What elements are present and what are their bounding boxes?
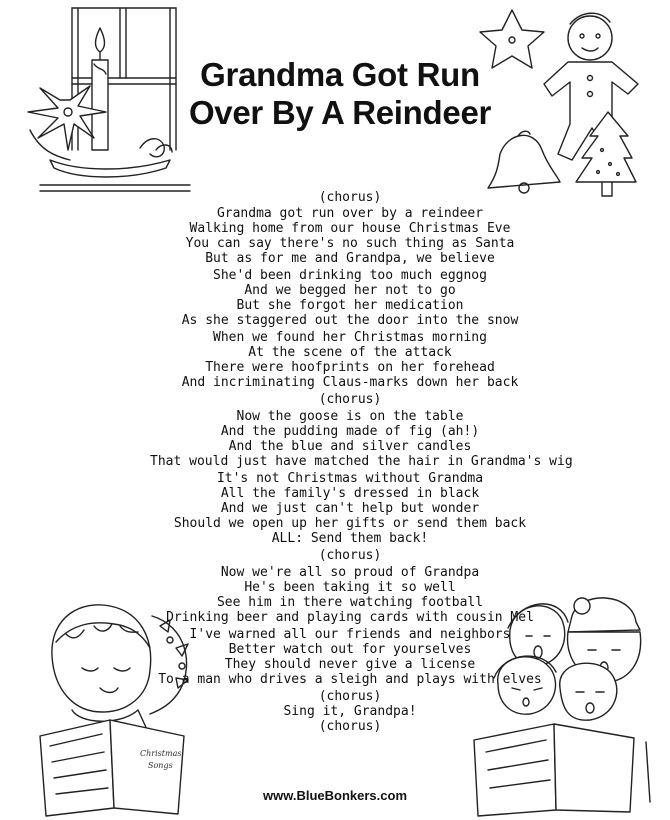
lyric-line: All the family's dressed in black [220,486,480,501]
lyric-line: Should we open up her gifts or send them back [173,516,527,531]
lyric-line: She'd been drinking too much eggnog [213,268,487,283]
gingerbread-man-icon [544,13,638,160]
lyric-line: See him in there watching football [216,595,484,610]
lyric-line: (chorus) [318,548,382,563]
lyric-line: ALL: Send them back! [271,531,429,546]
bell-cookie-icon [488,131,560,193]
lyric-line: And we begged her not to go [244,283,456,298]
lyric-line: He's been taking it so well [244,580,456,595]
lyric-line: Grandma got run over by a reindeer [216,206,484,221]
songbook-title-line1: Christmas [140,749,182,758]
lyric-line: (chorus) [318,392,382,407]
boy-icon [52,605,151,736]
lyric-line: I've warned all our friends and neighbors [189,627,511,642]
lyric-line: It's not Christmas without Grandma [216,471,484,486]
lyric-line: When we found her Christmas morning [213,330,487,345]
lyric-line: That would just have matched the hair in Grandma's wig [150,454,573,469]
lyric-line: They should never give a license [224,657,476,672]
lyric-line: (chorus) [318,689,382,704]
lyric-line: And the pudding made of fig (ah!) [220,424,480,439]
lyric-line: At the scene of the attack [248,345,452,360]
lyric-line: Better watch out for yourselves [228,642,472,657]
song-title-line2: Over By A Reindeer [188,94,492,131]
website-footer: www.BlueBonkers.com [263,788,407,803]
lyric-line: But she forgot her medication [236,298,464,313]
candle-icon [92,28,108,150]
lyric-line: You can say there's no such thing as Santa [185,236,515,251]
lyric-line: (chorus) [318,190,382,205]
lyric-line: And incriminating Claus-marks down her back [181,375,519,390]
lyric-line: Drinking beer and playing cards with cousin Mel [166,610,534,625]
lyric-line: Now we're all so proud of Grandpa [220,565,480,580]
lyric-line: Now the goose is on the table [236,409,464,424]
song-title-line1: Grandma Got Run [200,56,480,93]
lyric-line: To a man who drives a sleigh and plays with elves [158,672,542,687]
lyric-line: As she staggered out the door into the snow [181,313,519,328]
songbook-title-line2: Songs [148,761,173,770]
lyric-line: And we just can't help but wonder [220,501,480,516]
lyric-line: And the blue and silver candles [228,439,472,454]
lyric-line: There were hoofprints on her forehead [205,360,495,375]
lyric-line: But as for me and Grandpa, we believe [205,251,495,266]
lyric-line: Walking home from our house Christmas Eve [189,221,511,236]
lyric-line: (chorus) [318,719,382,734]
lyric-line: Sing it, Grandpa! [283,704,417,719]
song-title [150,56,530,132]
